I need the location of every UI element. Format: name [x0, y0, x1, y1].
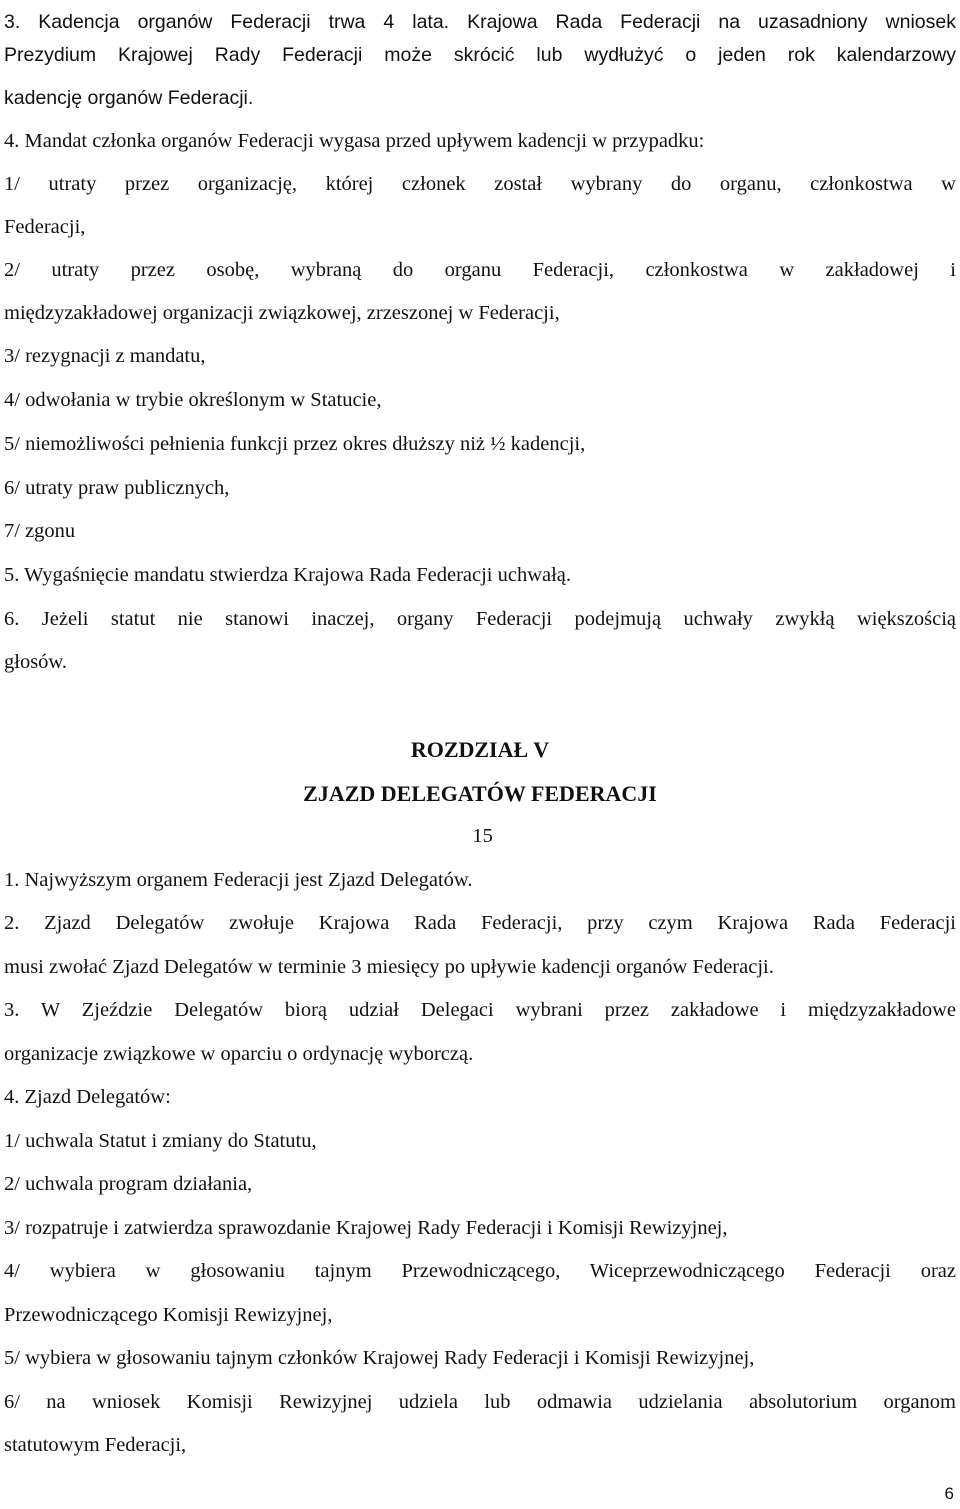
chapter-title: ROZDZIAŁ V — [410, 737, 550, 762]
paragraph-line: Federacji, — [4, 216, 86, 238]
paragraph-line: 3/ rozpatruje i zatwierdza sprawozdanie Krajowej Rady Federacji i Komisji Rewizyjnej, — [4, 1217, 728, 1239]
paragraph-line: 1/ utraty przez organizację, której członek został wybrany do organu, członkostwa w — [4, 173, 956, 195]
paragraph-line: Przewodniczącego Komisji Rewizyjnej, — [4, 1304, 333, 1326]
chapter-subtitle: ZJAZD DELEGATÓW FEDERACJI — [303, 781, 657, 806]
paragraph-line: 6. Jeżeli statut nie stanowi inaczej, organy Federacji podejmują uchwały zwykłą większością — [4, 608, 956, 630]
paragraph-line: 1/ uchwala Statut i zmiany do Statutu, — [4, 1130, 317, 1152]
paragraph-line: 6/ utraty praw publicznych, — [4, 477, 230, 499]
document-page — [4, 0, 956, 1509]
paragraph-line: kadencję organów Federacji. — [4, 87, 254, 109]
paragraph-line: 5. Wygaśnięcie mandatu stwierdza Krajowa Rada Federacji uchwałą. — [4, 564, 572, 586]
paragraph-line: głosów. — [4, 651, 68, 673]
paragraph-line: 2/ utraty przez osobę, wybraną do organu Federacji, członkostwa w zakładowej i — [4, 259, 956, 281]
paragraph-line: 4/ odwołania w trybie określonym w Statucie, — [4, 389, 382, 411]
paragraph-line: 5/ niemożliwości pełnienia funkcji przez okres dłuższy niż ½ kadencji, — [4, 433, 586, 455]
paragraph-line: 7/ zgonu — [4, 520, 76, 542]
paragraph-line: 4. Mandat członka organów Federacji wygasa przed upływem kadencji w przypadku: — [4, 130, 705, 152]
paragraph-line: 2/ uchwala program działania, — [4, 1173, 253, 1195]
section-sign — [467, 807, 472, 850]
paragraph-line: musi zwołać Zjazd Delegatów w terminie 3 miesięcy po upływie kadencji organów Federacji. — [4, 956, 774, 978]
paragraph-line: 1. Najwyższym organem Federacji jest Zjazd Delegatów. — [4, 869, 473, 891]
paragraph-line: 2. Zjazd Delegatów zwołuje Krajowa Rada Federacji, przy czym Krajowa Rada Federacji — [4, 912, 956, 934]
paragraph-line: Prezydium Krajowej Rady Federacji może skrócić lub wydłużyć o jeden rok kalendarzowy — [4, 44, 956, 66]
paragraph-line: 5/ wybiera w głosowaniu tajnym członków Krajowej Rady Federacji i Komisji Rewizyjnej, — [4, 1347, 755, 1369]
paragraph-line: 3. Kadencja organów Federacji trwa 4 lata. Krajowa Rada Federacji na uzasadniony wniosek — [4, 11, 956, 33]
paragraph-line: statutowym Federacji, — [4, 1434, 187, 1456]
paragraph-line: 4. Zjazd Delegatów: — [4, 1086, 171, 1108]
section-number: 15 — [4, 815, 956, 858]
page-number: 6 — [944, 1484, 954, 1503]
paragraph-line: organizacje związkowe w oparciu o ordynację wyborczą. — [4, 1043, 474, 1065]
paragraph-line: 4/ wybiera w głosowaniu tajnym Przewodniczącego, Wiceprzewodniczącego Federacji oraz — [4, 1260, 956, 1282]
paragraph-line: międzyzakładowej organizacji związkowej, zrzeszonej w Federacji, — [4, 302, 560, 324]
paragraph-line: 3. W Zjeździe Delegatów biorą udział Delegaci wybrani przez zakładowe i międzyzakładowe — [4, 999, 956, 1021]
paragraph-line: 3/ rezygnacji z mandatu, — [4, 345, 206, 367]
paragraph-line: 6/ na wniosek Komisji Rewizyjnej udziela lub odmawia udzielania absolutorium organom — [4, 1391, 956, 1413]
